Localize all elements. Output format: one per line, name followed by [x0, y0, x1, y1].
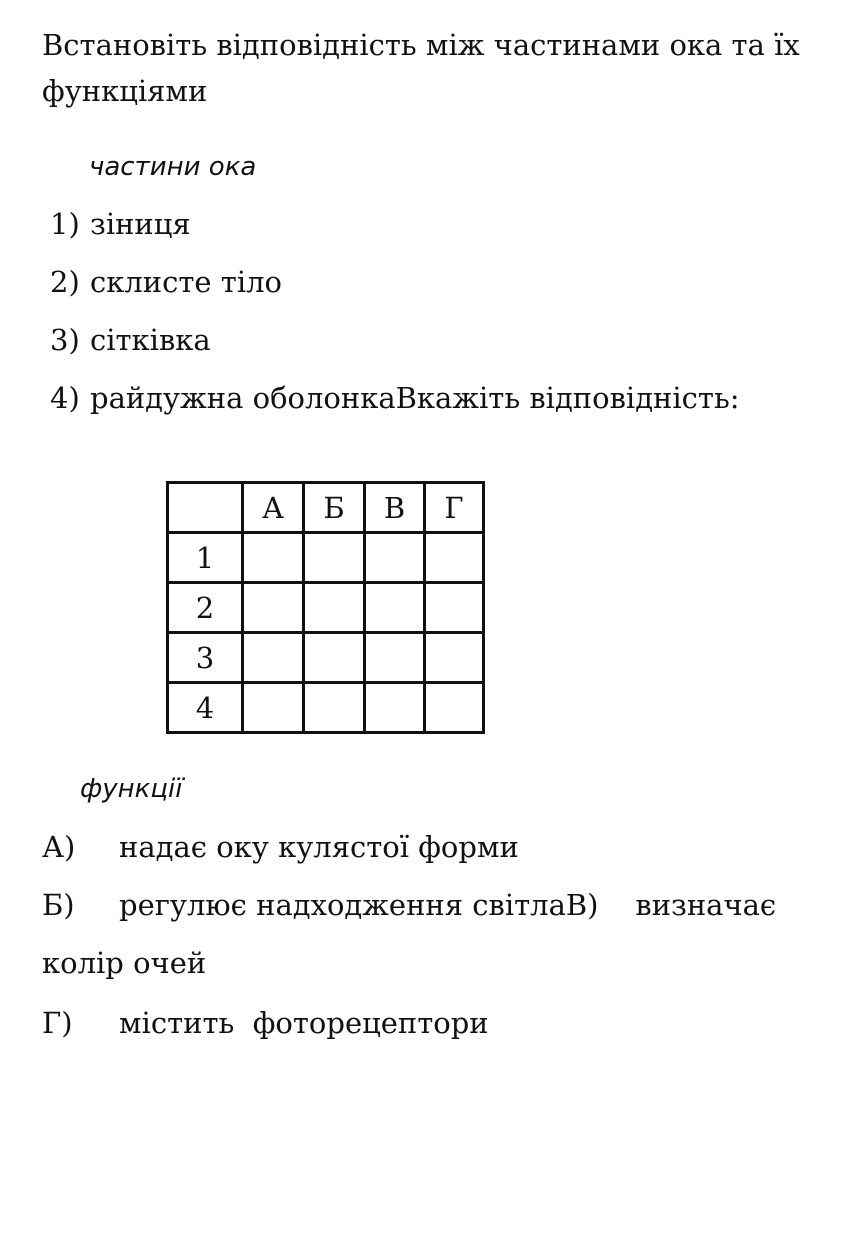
grid-answer-cell[interactable] [365, 683, 425, 733]
part-text: склисте тіло [90, 265, 282, 299]
part-number: 4) [50, 381, 80, 415]
function-text: колір очей [42, 946, 207, 980]
grid-answer-cell[interactable] [243, 583, 304, 633]
function-item-g [42, 1006, 489, 1040]
grid-answer-cell[interactable] [365, 583, 425, 633]
part-text: зіниця [90, 207, 191, 241]
grid-answer-cell[interactable] [425, 583, 484, 633]
grid-answer-cell[interactable] [304, 583, 365, 633]
grid-answer-cell[interactable] [425, 533, 484, 583]
function-letter: Б) [42, 888, 75, 922]
grid-row-label: 4 [168, 683, 243, 733]
grid-header-v: В [365, 483, 425, 533]
parts-heading: частини ока [89, 152, 257, 182]
function-item-v-continuation [42, 946, 206, 980]
part-text: райдужна оболонкаВкажіть відповідність: [90, 381, 740, 415]
grid-header-g: Г [425, 483, 484, 533]
grid-answer-cell[interactable] [243, 533, 304, 583]
grid-header-a: А [243, 483, 304, 533]
part-item-4 [50, 381, 740, 415]
grid-answer-cell[interactable] [243, 633, 304, 683]
function-text: регулює надходження світлаВ) визначає [119, 888, 777, 922]
part-text: сітківка [90, 323, 211, 357]
grid-corner-cell [168, 483, 243, 533]
part-item-2 [50, 265, 282, 299]
grid-row [168, 583, 484, 633]
grid-header-b: Б [304, 483, 365, 533]
function-item-b [42, 888, 776, 922]
function-text: містить фоторецептори [119, 1006, 489, 1040]
grid-row-label: 3 [168, 633, 243, 683]
function-letter: А) [42, 830, 76, 864]
function-text: надає оку кулястої форми [119, 830, 519, 864]
grid-row [168, 533, 484, 583]
grid-answer-cell[interactable] [304, 533, 365, 583]
part-number: 2) [50, 265, 80, 299]
answer-grid [166, 481, 485, 734]
grid-answer-cell[interactable] [365, 533, 425, 583]
grid-answer-cell[interactable] [243, 683, 304, 733]
grid-row [168, 683, 484, 733]
grid-answer-cell[interactable] [425, 683, 484, 733]
grid-answer-cell[interactable] [365, 633, 425, 683]
grid-answer-cell[interactable] [304, 633, 365, 683]
grid-answer-cell[interactable] [425, 633, 484, 683]
function-item-a [42, 830, 519, 864]
function-letter: Г) [42, 1006, 73, 1040]
grid-row [168, 633, 484, 683]
grid-header-row [168, 483, 484, 533]
part-item-3 [50, 323, 211, 357]
functions-heading: функції [80, 774, 183, 804]
grid-row-label: 2 [168, 583, 243, 633]
task-title: Встановіть відповідність між частинами ока та їх функціями [42, 28, 800, 108]
part-item-1 [50, 207, 191, 241]
grid-answer-cell[interactable] [304, 683, 365, 733]
part-number: 1) [50, 207, 80, 241]
grid-row-label: 1 [168, 533, 243, 583]
part-number: 3) [50, 323, 80, 357]
